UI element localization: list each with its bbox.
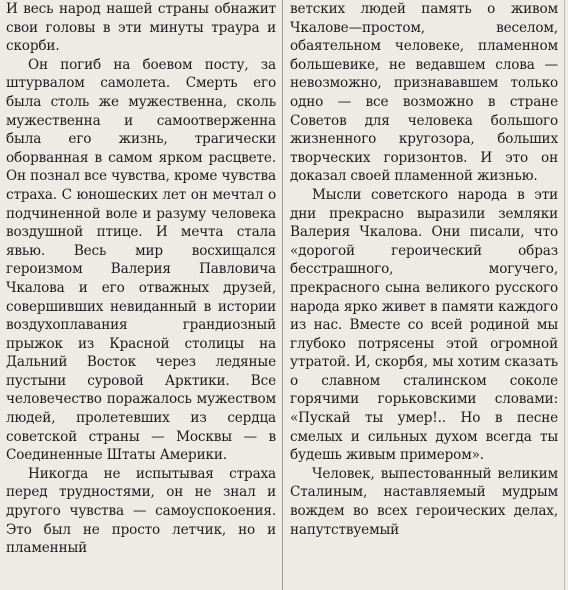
paragraph: Мысли советского народа в эти дни прекрасно выразили земляки Валерия Чкалова. Они писали, что «дорогой героический образ бесстрашного, могучего, прекрасного сына великого русского народа ярко живет в памяти каждого из нас. Вместе со всей родиной мы глубоко потрясены этой огромной утратой. И, скорбя, мы хотим сказать о славном сталинском соколе горячими горьковскими словами: «Пускай ты умер!.. Но в песне смелых и сильных духом всегда ты будешь живым примером». — [290, 186, 558, 464]
paragraph: Человек, выпестованный великим Сталиным, наставляемый мудрым вождем во всех героических делах, напутствуемый — [290, 465, 558, 538]
text-column-right — [290, 0, 558, 590]
paragraph: Никогда не испытывая страха перед трудностями, он не знал и другого чувства — самоуспокоения. Это был не просто летчик, но и пламенный — [6, 465, 276, 557]
paragraph: И весь народ нашей страны обнажит свои головы в эти минуты траура и скорби. — [6, 1, 276, 55]
column-divider — [282, 0, 283, 590]
text-column-left — [6, 0, 276, 590]
page-edge-rule — [564, 0, 565, 590]
paragraph: ветских людей память о живом Чкалове—простом, веселом, обаятельном человеке, пламенном большевике, не ведавшем слова — невозможно, признававшем только одно — все возможно в стране Советов для человека большого жизненного кругозора, больших творческих горизонтов. И это он доказал своей пламенной жизнью. — [290, 1, 558, 185]
paragraph: Он погиб на боевом посту, за штурвалом самолета. Смерть его была столь же мужественна, сколь мужественна и самоотверженна была его жизнь, трагически оборванная в самом ярком расцвете. Он познал все чувства, кроме чувства страха. С юношеских лет он мечтал о подчиненной воле и разуму человека воздушной птице. И мечта стала явью. Весь мир восхищался героизмом Валерия Павловича Чкалова и его отважных друзей, совершивших невиданный в истории воздухоплавания грандиозный прыжок из Красной столицы на Дальний Восток через ледяные пустыни суровой Арктики. Все человечество поражалось мужеством людей, пролетевших из сердца советской страны — Москвы — в Соединенные Штаты Америки. — [6, 56, 276, 464]
